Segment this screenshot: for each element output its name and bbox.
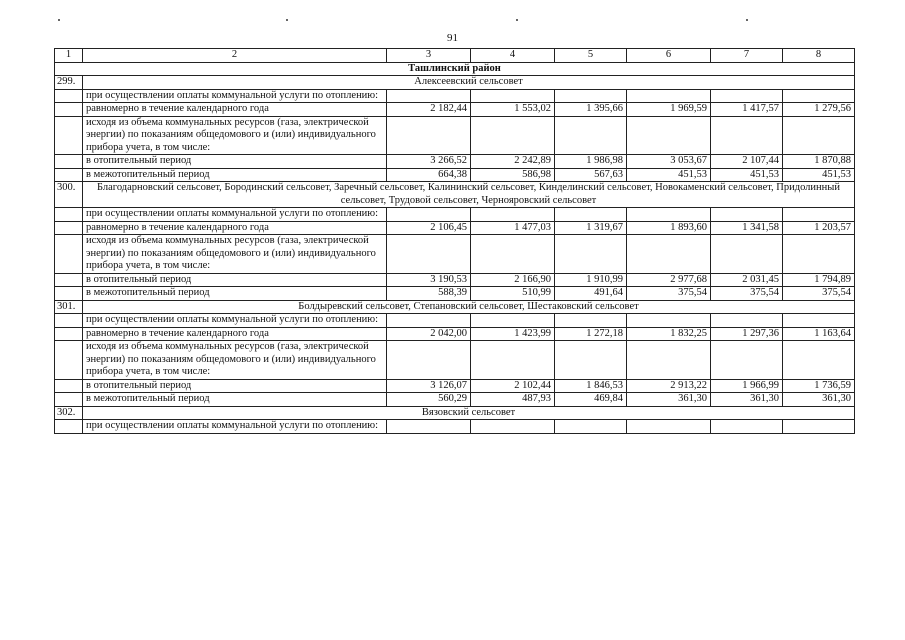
value-cell xyxy=(711,314,783,328)
table-row xyxy=(55,208,855,222)
empty-index-cell xyxy=(55,103,83,117)
table-row xyxy=(55,155,855,169)
value-cell: 451,53 xyxy=(711,168,783,182)
row-label: в межотопительный период xyxy=(83,287,387,301)
value-cell: 1 832,25 xyxy=(627,327,711,341)
settlement-row xyxy=(55,300,855,314)
column-number: 8 xyxy=(783,49,855,63)
value-cell: 3 190,53 xyxy=(387,273,471,287)
table-row xyxy=(55,221,855,235)
value-cell: 1 423,99 xyxy=(471,327,555,341)
empty-index-cell xyxy=(55,116,83,155)
district-name: Ташлинский район xyxy=(55,62,855,76)
value-cell xyxy=(783,314,855,328)
value-cell: 1 966,99 xyxy=(711,379,783,393)
value-cell: 2 031,45 xyxy=(711,273,783,287)
value-cell xyxy=(627,235,711,274)
row-index: 299. xyxy=(55,76,83,90)
column-number: 6 xyxy=(627,49,711,63)
tariff-table xyxy=(54,48,855,434)
value-cell xyxy=(387,235,471,274)
value-cell xyxy=(711,235,783,274)
value-cell: 1 395,66 xyxy=(555,103,627,117)
page-number: 91 xyxy=(447,32,458,44)
value-cell xyxy=(387,314,471,328)
value-cell xyxy=(471,208,555,222)
table-row xyxy=(55,273,855,287)
value-cell xyxy=(387,89,471,103)
row-label: в межотопительный период xyxy=(83,168,387,182)
empty-index-cell xyxy=(55,273,83,287)
row-label: в отопительный период xyxy=(83,155,387,169)
empty-index-cell xyxy=(55,221,83,235)
empty-index-cell xyxy=(55,393,83,407)
table-row xyxy=(55,420,855,434)
value-cell xyxy=(471,341,555,380)
value-cell: 3 126,07 xyxy=(387,379,471,393)
value-cell: 451,53 xyxy=(783,168,855,182)
settlement-name: Болдыревский сельсовет, Степановский сельсовет, Шестаковский сельсовет xyxy=(83,300,855,314)
value-cell: 1 203,57 xyxy=(783,221,855,235)
settlement-row xyxy=(55,76,855,90)
row-index: 302. xyxy=(55,406,83,420)
settlement-name: Благодарновский сельсовет, Бородинский сельсовет, Заречный сельсовет, Калининский сельсовет, Кинделинский сельсовет, Новокаменский сельсовет, Придолинный сельсовет, Трудовой сельсовет, Чернояровский сельсовет xyxy=(83,182,855,208)
table-row xyxy=(55,314,855,328)
value-cell xyxy=(627,420,711,434)
value-cell xyxy=(471,420,555,434)
table-body xyxy=(55,49,855,434)
value-cell: 1 417,57 xyxy=(711,103,783,117)
value-cell: 2 042,00 xyxy=(387,327,471,341)
settlement-row xyxy=(55,406,855,420)
value-cell xyxy=(555,89,627,103)
row-label: в отопительный период xyxy=(83,379,387,393)
value-cell: 560,29 xyxy=(387,393,471,407)
column-number: 2 xyxy=(83,49,387,63)
value-cell: 375,54 xyxy=(711,287,783,301)
value-cell xyxy=(711,341,783,380)
value-cell: 375,54 xyxy=(627,287,711,301)
value-cell: 361,30 xyxy=(711,393,783,407)
value-cell xyxy=(783,235,855,274)
value-cell xyxy=(387,420,471,434)
value-cell: 491,64 xyxy=(555,287,627,301)
empty-index-cell xyxy=(55,341,83,380)
row-label: исходя из объема коммунальных ресурсов (газа, электрической энергии) по показаниям общедомового и (или) индивидуального прибора учета, в том числе: xyxy=(83,116,387,155)
value-cell xyxy=(627,208,711,222)
value-cell: 451,53 xyxy=(627,168,711,182)
scan-speck xyxy=(746,19,748,21)
value-cell: 2 166,90 xyxy=(471,273,555,287)
column-number-row xyxy=(55,49,855,63)
empty-index-cell xyxy=(55,327,83,341)
value-cell xyxy=(387,341,471,380)
value-cell: 1 319,67 xyxy=(555,221,627,235)
table-row xyxy=(55,235,855,274)
value-cell xyxy=(711,420,783,434)
table-row xyxy=(55,103,855,117)
value-cell: 375,54 xyxy=(783,287,855,301)
value-cell: 487,93 xyxy=(471,393,555,407)
value-cell xyxy=(471,116,555,155)
table-row xyxy=(55,89,855,103)
value-cell: 1 272,18 xyxy=(555,327,627,341)
empty-index-cell xyxy=(55,287,83,301)
value-cell: 2 102,44 xyxy=(471,379,555,393)
column-number: 7 xyxy=(711,49,783,63)
district-row xyxy=(55,62,855,76)
table-row xyxy=(55,116,855,155)
value-cell: 361,30 xyxy=(627,393,711,407)
value-cell: 2 107,44 xyxy=(711,155,783,169)
value-cell: 2 182,44 xyxy=(387,103,471,117)
row-label: при осуществлении оплаты коммунальной услуги по отоплению: xyxy=(83,208,387,222)
value-cell: 3 053,67 xyxy=(627,155,711,169)
column-number: 5 xyxy=(555,49,627,63)
settlement-name: Алексеевский сельсовет xyxy=(83,76,855,90)
empty-index-cell xyxy=(55,168,83,182)
value-cell: 1 910,99 xyxy=(555,273,627,287)
value-cell: 1 477,03 xyxy=(471,221,555,235)
row-label: при осуществлении оплаты коммунальной услуги по отоплению: xyxy=(83,314,387,328)
value-cell: 1 279,56 xyxy=(783,103,855,117)
column-number: 1 xyxy=(55,49,83,63)
value-cell: 567,63 xyxy=(555,168,627,182)
value-cell: 1 986,98 xyxy=(555,155,627,169)
value-cell: 510,99 xyxy=(471,287,555,301)
value-cell: 586,98 xyxy=(471,168,555,182)
table-row xyxy=(55,393,855,407)
value-cell: 1 846,53 xyxy=(555,379,627,393)
value-cell xyxy=(471,89,555,103)
value-cell: 1 736,59 xyxy=(783,379,855,393)
table-row xyxy=(55,379,855,393)
value-cell: 469,84 xyxy=(555,393,627,407)
value-cell xyxy=(783,208,855,222)
table-row xyxy=(55,341,855,380)
row-index: 301. xyxy=(55,300,83,314)
value-cell: 2 242,89 xyxy=(471,155,555,169)
value-cell: 1 297,36 xyxy=(711,327,783,341)
value-cell: 664,38 xyxy=(387,168,471,182)
row-label: исходя из объема коммунальных ресурсов (газа, электрической энергии) по показаниям общедомового и (или) индивидуального прибора учета, в том числе: xyxy=(83,235,387,274)
value-cell xyxy=(627,89,711,103)
column-number: 4 xyxy=(471,49,555,63)
row-index: 300. xyxy=(55,182,83,208)
row-label: в межотопительный период xyxy=(83,393,387,407)
empty-index-cell xyxy=(55,89,83,103)
value-cell xyxy=(555,314,627,328)
row-label: при осуществлении оплаты коммунальной услуги по отоплению: xyxy=(83,420,387,434)
value-cell: 2 977,68 xyxy=(627,273,711,287)
empty-index-cell xyxy=(55,235,83,274)
row-label: при осуществлении оплаты коммунальной услуги по отоплению: xyxy=(83,89,387,103)
value-cell: 2 913,22 xyxy=(627,379,711,393)
table-row xyxy=(55,327,855,341)
value-cell: 1 341,58 xyxy=(711,221,783,235)
value-cell xyxy=(555,341,627,380)
scan-speck xyxy=(58,19,60,21)
row-label: равномерно в течение календарного года xyxy=(83,221,387,235)
scan-speck xyxy=(516,19,518,21)
value-cell xyxy=(783,89,855,103)
row-label: исходя из объема коммунальных ресурсов (газа, электрической энергии) по показаниям общедомового и (или) индивидуального прибора учета, в том числе: xyxy=(83,341,387,380)
value-cell xyxy=(711,116,783,155)
value-cell xyxy=(387,116,471,155)
value-cell xyxy=(627,116,711,155)
value-cell xyxy=(471,235,555,274)
table-row xyxy=(55,168,855,182)
value-cell: 588,39 xyxy=(387,287,471,301)
column-number: 3 xyxy=(387,49,471,63)
value-cell xyxy=(711,89,783,103)
empty-index-cell xyxy=(55,379,83,393)
value-cell xyxy=(783,341,855,380)
value-cell xyxy=(471,314,555,328)
value-cell xyxy=(555,208,627,222)
value-cell: 1 893,60 xyxy=(627,221,711,235)
value-cell xyxy=(387,208,471,222)
table-row xyxy=(55,287,855,301)
value-cell xyxy=(783,420,855,434)
value-cell: 3 266,52 xyxy=(387,155,471,169)
empty-index-cell xyxy=(55,155,83,169)
row-label: равномерно в течение календарного года xyxy=(83,103,387,117)
value-cell: 1 794,89 xyxy=(783,273,855,287)
value-cell: 1 163,64 xyxy=(783,327,855,341)
value-cell xyxy=(555,235,627,274)
empty-index-cell xyxy=(55,208,83,222)
row-label: равномерно в течение календарного года xyxy=(83,327,387,341)
value-cell: 1 553,02 xyxy=(471,103,555,117)
empty-index-cell xyxy=(55,314,83,328)
value-cell: 1 870,88 xyxy=(783,155,855,169)
value-cell: 2 106,45 xyxy=(387,221,471,235)
value-cell xyxy=(555,420,627,434)
value-cell xyxy=(627,314,711,328)
scan-speck xyxy=(286,19,288,21)
value-cell xyxy=(555,116,627,155)
value-cell xyxy=(783,116,855,155)
value-cell xyxy=(711,208,783,222)
empty-index-cell xyxy=(55,420,83,434)
row-label: в отопительный период xyxy=(83,273,387,287)
value-cell: 361,30 xyxy=(783,393,855,407)
settlement-name: Вязовский сельсовет xyxy=(83,406,855,420)
value-cell xyxy=(627,341,711,380)
value-cell: 1 969,59 xyxy=(627,103,711,117)
settlement-row xyxy=(55,182,855,208)
